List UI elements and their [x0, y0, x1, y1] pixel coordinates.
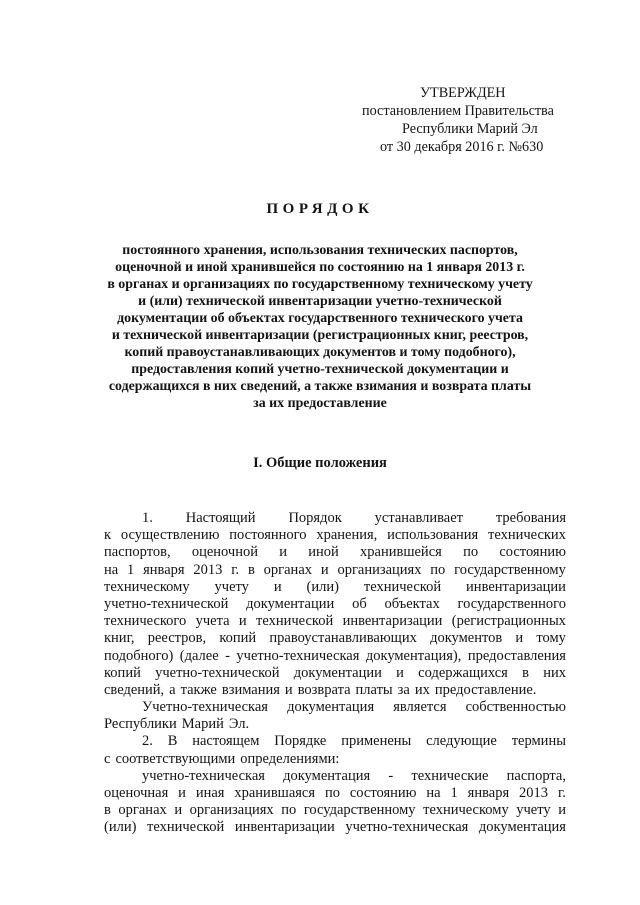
body-word: определениями: [240, 750, 340, 767]
body-word: за [397, 681, 410, 698]
subtitle-line: за их предоставление [253, 396, 387, 411]
body-word: января [467, 785, 510, 801]
body-word: платы [355, 681, 393, 698]
body-word: предоставления [467, 647, 566, 664]
body-word: организациях [189, 802, 274, 819]
body-word: и [279, 544, 287, 561]
subtitle-line: оценочной и иной хранившейся по состоянию на 1 января 2013 г. [115, 260, 525, 275]
body-word: Настоящий [185, 510, 256, 526]
body-word: документации [246, 595, 335, 612]
body-line [104, 699, 566, 716]
body-word: 1 [127, 561, 135, 578]
body-word: по [430, 561, 446, 578]
body-word: применены [341, 733, 412, 750]
body-word: соответствующими [115, 750, 236, 767]
body-word: является [393, 699, 447, 716]
body-word: постоянного [229, 527, 307, 544]
body-word: Порядке [274, 733, 327, 750]
body-word: и [558, 802, 566, 819]
body-word: на [426, 785, 441, 801]
body-word: инвентаризации [234, 819, 335, 836]
body-word: В [167, 733, 178, 750]
approval-title: УТВЕРЖДЕН [420, 85, 506, 101]
body-word: Порядок [288, 510, 342, 526]
body-line [104, 648, 566, 665]
body-word: техническому [104, 578, 190, 595]
body-line [104, 751, 566, 768]
body-word: документация [478, 819, 566, 836]
body-word: копий [104, 664, 141, 681]
body-word: организациях [337, 561, 422, 578]
body-word: и [396, 664, 404, 681]
body-word: с [104, 750, 111, 767]
body-word: инвентаризации [342, 613, 443, 630]
body-word: и [178, 785, 186, 801]
body-word: Марий [181, 716, 224, 733]
approval-stamp [360, 84, 580, 156]
body-word: технического [104, 613, 187, 630]
body-line [104, 527, 566, 544]
body-word: по [281, 802, 297, 819]
approval-date-line: от 30 декабря 2016 г. №630 [380, 139, 544, 155]
body-line [104, 716, 566, 733]
body-word: Республики [104, 716, 177, 733]
body-word: содержащихся [418, 664, 508, 681]
body-word: состоянию [499, 544, 566, 561]
body-line [104, 613, 566, 630]
body-word: государственного [457, 595, 566, 612]
body-line [104, 630, 566, 647]
body-word: технической [363, 578, 442, 595]
body-word: реестров, [147, 630, 207, 647]
body-word: а [169, 681, 176, 698]
body-word: техническому [423, 802, 509, 819]
body-word: (или) [306, 578, 339, 595]
body-word: также [180, 681, 217, 698]
body-word: документов [430, 630, 503, 647]
body-line [104, 785, 566, 802]
body-word: 1. [142, 510, 153, 526]
body-word: требования [495, 510, 566, 526]
body-line [104, 579, 566, 596]
body-word: устанавливает [374, 510, 464, 526]
body-word: и [238, 613, 247, 630]
subtitle-line: в органах и организациях по государственному техническому учету [107, 277, 533, 292]
body-word: документация), [365, 647, 462, 664]
body-word: документации [293, 664, 382, 681]
body-word: в [104, 802, 111, 819]
body-word: учетно-технической [155, 664, 280, 681]
body-word: возврата [297, 681, 351, 698]
subtitle-line: содержащихся в них сведений, а также взимания и возврата платы [108, 379, 532, 394]
body-word: января [143, 561, 185, 578]
body-word: органах [118, 802, 167, 819]
subtitle-line: документации об объектах государственного технического учета [117, 311, 523, 326]
body-word: паспорта, [506, 767, 566, 784]
body-word: 2013 [519, 785, 549, 801]
body-word: технические [411, 767, 489, 784]
body-line [104, 682, 566, 699]
body-word: настоящем [192, 733, 260, 750]
body-word: использования [387, 527, 479, 544]
body-word: взимания [221, 681, 280, 698]
body-line [104, 562, 566, 579]
body-word: иная [195, 785, 225, 801]
body-word: государственному [454, 561, 566, 578]
body-word: и [515, 630, 524, 647]
body-word: учета [195, 613, 230, 630]
body-word: учетно-техническая [236, 647, 360, 664]
body-word: учету [516, 802, 551, 819]
body-word: и [284, 681, 293, 698]
body-word: технической [147, 819, 225, 836]
body-word: и [174, 802, 183, 819]
body-word: (регистрационных [451, 613, 566, 630]
body-word: подобного) [104, 647, 174, 664]
subtitle-line: и технической инвентаризации (регистрационных книг, реестров, [111, 328, 529, 343]
body-word: собственностью [465, 699, 566, 716]
body-word: инвентаризации [466, 578, 566, 595]
body-word: Эл. [228, 716, 250, 733]
body-line [104, 802, 566, 819]
body-word: - [225, 647, 230, 664]
body-word: них [543, 664, 566, 681]
body-word: в [247, 561, 255, 578]
body-word: учетно-техническая [345, 819, 469, 836]
body-word: на [104, 561, 119, 578]
body-word: в [522, 664, 529, 681]
body-word: об [352, 595, 367, 612]
body-word: г. [231, 561, 240, 578]
subtitle-line: предоставления копий учетно-технической документации и [131, 362, 509, 377]
body-word: учетно-технической [104, 595, 229, 612]
body-word: паспортов, [104, 544, 171, 561]
body-line [104, 510, 566, 527]
body-word: технических [488, 527, 566, 544]
body-word: по [463, 544, 479, 561]
body-word: учету [214, 578, 249, 595]
body-word: г. [557, 785, 566, 801]
body-line [104, 596, 566, 613]
document-subtitle [80, 242, 560, 412]
body-word: учетно-техническая [142, 767, 265, 784]
body-word: оценочная [104, 785, 169, 801]
body-word: к [104, 527, 112, 544]
body-word: государственному [303, 802, 416, 819]
body-word: органах [263, 561, 313, 578]
body-word: 1 [450, 785, 458, 801]
body-word: технической [256, 613, 334, 630]
body-word: (далее [179, 647, 219, 664]
body-word: книг, [104, 630, 135, 647]
subtitle-line: и (или) технической инвентаризации учетно-технической [138, 294, 502, 309]
body-line [104, 768, 566, 785]
body-line [104, 544, 566, 561]
body-word: правоустанавливающих [269, 630, 417, 647]
body-word: термины [511, 733, 566, 750]
body-line [104, 665, 566, 682]
body-word: документация [283, 767, 371, 784]
body-text [104, 510, 566, 837]
body-word: хранения, [316, 527, 378, 544]
body-word: состоянию [349, 785, 417, 801]
body-word: следующие [426, 733, 497, 750]
body-word: и [273, 578, 282, 595]
body-word: документация [287, 699, 375, 716]
subtitle-line: постоянного хранения, использования технических паспортов, [122, 243, 518, 258]
body-word: иной [308, 544, 339, 561]
body-line [104, 733, 566, 750]
approval-line: постановлением Правительства [362, 103, 554, 119]
body-word: копий [219, 630, 257, 647]
approval-line: Республики Марий Эл [402, 121, 538, 137]
body-word: оценочной [191, 544, 258, 561]
body-word: и [320, 561, 329, 578]
body-word: (или) [104, 819, 137, 836]
body-word: сведений, [104, 681, 165, 698]
body-word: их [414, 681, 430, 698]
body-word: - [388, 767, 394, 784]
body-word: хранившейся [360, 544, 442, 561]
body-word: по [324, 785, 340, 801]
body-word: тому [536, 630, 566, 647]
body-line [104, 819, 566, 836]
body-word: 2. [142, 733, 153, 750]
body-word: предоставление. [434, 681, 537, 698]
body-word: 2013 [193, 561, 223, 578]
body-word: хранившаяся [234, 785, 316, 801]
subtitle-line: копий правоустанавливающих документов и тому подобного), [124, 345, 516, 360]
section-heading: I. Общие положения [253, 455, 387, 471]
body-word: Учетно-техническая [142, 699, 268, 716]
body-word: объектах [384, 595, 440, 612]
body-word: осуществлению [120, 527, 220, 544]
document-title: ПОРЯДОК [266, 201, 374, 217]
